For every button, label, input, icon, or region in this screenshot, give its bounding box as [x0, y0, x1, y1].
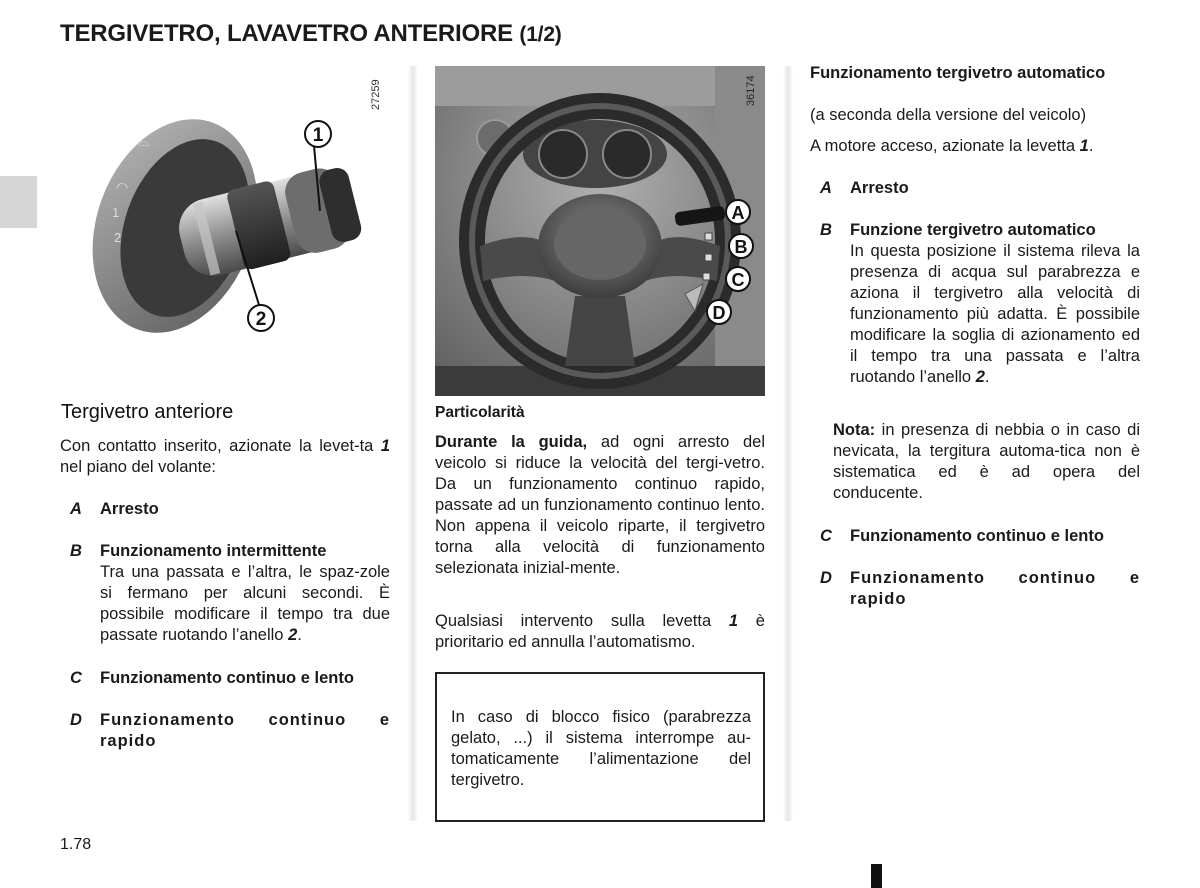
- item-heading: Funzione tergivetro automatico: [850, 221, 1096, 239]
- steering-wheel-photo: [435, 66, 765, 396]
- item-description: [100, 562, 390, 646]
- wiper-stalk-figure: [60, 66, 390, 356]
- automatic-wiper-subtitle: (a seconda della versione del veicolo): [810, 106, 1087, 124]
- item-letter: A: [70, 500, 82, 518]
- column-divider-right: [783, 66, 793, 821]
- nota-text: in presenza di nebbia o in caso di nevicata, la tergitura automa-tica non è sistematica ed è ad opera del conducente.: [833, 421, 1140, 502]
- item-letter: C: [70, 669, 82, 687]
- section-title-tergivetro-anteriore: Tergivetro anteriore: [61, 401, 234, 423]
- item-heading: Funzionamento continuo e rapido: [850, 569, 1140, 608]
- item-description-end: .: [984, 368, 990, 386]
- automatic-wiper-title: Funzionamento tergivetro automatico: [810, 64, 1106, 82]
- figure-ref-right: 36174: [745, 75, 757, 106]
- callout-c: C: [731, 270, 745, 290]
- svg-text:⌓: ⌓: [138, 134, 150, 150]
- page-number: 1.78: [60, 836, 92, 853]
- item-heading: Funzionamento intermittente: [100, 542, 327, 560]
- item-letter: A: [820, 179, 832, 197]
- ring-ref: 2: [288, 626, 298, 644]
- dial-label-2: 2: [114, 230, 122, 245]
- guida-bold-lead: Durante la guida,: [435, 433, 588, 451]
- left-intro-text-end: nel piano del volante:: [60, 458, 216, 476]
- callout-2: 2: [255, 309, 267, 330]
- warning-box: [435, 672, 765, 822]
- callout-b: B: [734, 237, 748, 257]
- left-intro-text: Con contatto inserito, azionate la levet-ta: [60, 437, 381, 455]
- qualsiasi-text: Qualsiasi intervento sulla levetta: [435, 612, 729, 630]
- callout-a: A: [731, 203, 745, 223]
- item-letter: B: [820, 221, 832, 239]
- item-letter: D: [820, 569, 832, 587]
- item-heading: Funzionamento continuo e rapido: [100, 711, 390, 750]
- page-title-part: (1/2): [519, 23, 562, 46]
- left-intro-lever-ref: 1: [380, 437, 390, 455]
- item-description-end: .: [297, 626, 302, 644]
- item-description: [850, 241, 1140, 388]
- right-intro-paragraph: [810, 136, 1140, 157]
- callout-1: 1: [312, 125, 324, 146]
- figure-ref-left: 27259: [370, 79, 382, 110]
- right-intro-text-end: .: [1088, 137, 1094, 155]
- warning-box-text: In caso di blocco fisico (parabrezza gelato, ...) il sistema interrompe au-tomaticamente l’alimentazione del tergivetro.: [451, 708, 751, 789]
- nota-label: Nota:: [833, 421, 876, 439]
- column-divider-left: [408, 66, 418, 821]
- right-intro-text: A motore acceso, azionate la levetta: [810, 137, 1080, 155]
- qualsiasi-text-end: è prioritario ed annulla l’automatismo.: [435, 612, 765, 651]
- item-description-text: Tra una passata e l’altra, le spaz-zole si fermano per alcuni secondi. È possibile modificare il tempo tra due passate ruotando l’anello: [100, 563, 390, 644]
- item-letter: B: [70, 542, 82, 560]
- item-heading: Funzionamento continuo e lento: [850, 527, 1104, 545]
- page-title-text: TERGIVETRO, LAVAVETRO ANTERIORE: [60, 20, 513, 47]
- item-heading: Funzionamento continuo e lento: [100, 669, 354, 687]
- steering-wheel-illustration: [435, 66, 765, 396]
- dial-label-1: 1: [112, 205, 120, 220]
- callout-d: D: [712, 303, 726, 323]
- item-letter: D: [70, 711, 82, 729]
- item-heading: Arresto: [850, 179, 909, 197]
- item-description-text: In questa posizione il sistema rileva la presenza di acqua sul parabrezza e aziona il tergivetro alla velocità di funzionamento più adatta. È possibile modificare la soglia di azionamento ed il tempo tra una passata e l’altra ruotando l’anello: [850, 242, 1140, 386]
- nota-paragraph: [833, 420, 1140, 504]
- svg-text:◠: ◠: [116, 180, 129, 196]
- qualsiasi-lever-ref: 1: [728, 612, 739, 630]
- guida-paragraph: [435, 432, 765, 579]
- guida-text: ad ogni arresto del veicolo si riduce la velocità del tergi-vetro. Da un funzionamento continuo rapido, passate ad un funzionamento continuo lento. Non appena il veicolo riparte, il tergivetro torna alla velocità di funzionamento selezionata inizial-mente.: [435, 433, 765, 577]
- page-edge-marker: [871, 864, 882, 888]
- qualsiasi-paragraph: [435, 611, 765, 653]
- right-intro-lever-ref: 1: [1079, 137, 1089, 155]
- particolarita-title: Particolarità: [435, 404, 525, 421]
- ring-ref: 2: [975, 368, 985, 386]
- item-heading: Arresto: [100, 500, 159, 518]
- item-letter: C: [820, 527, 832, 545]
- page-title: [60, 20, 562, 48]
- wiper-stalk-illustration: [60, 66, 390, 356]
- left-intro-paragraph: [60, 436, 390, 478]
- section-tab-marker: [0, 176, 37, 228]
